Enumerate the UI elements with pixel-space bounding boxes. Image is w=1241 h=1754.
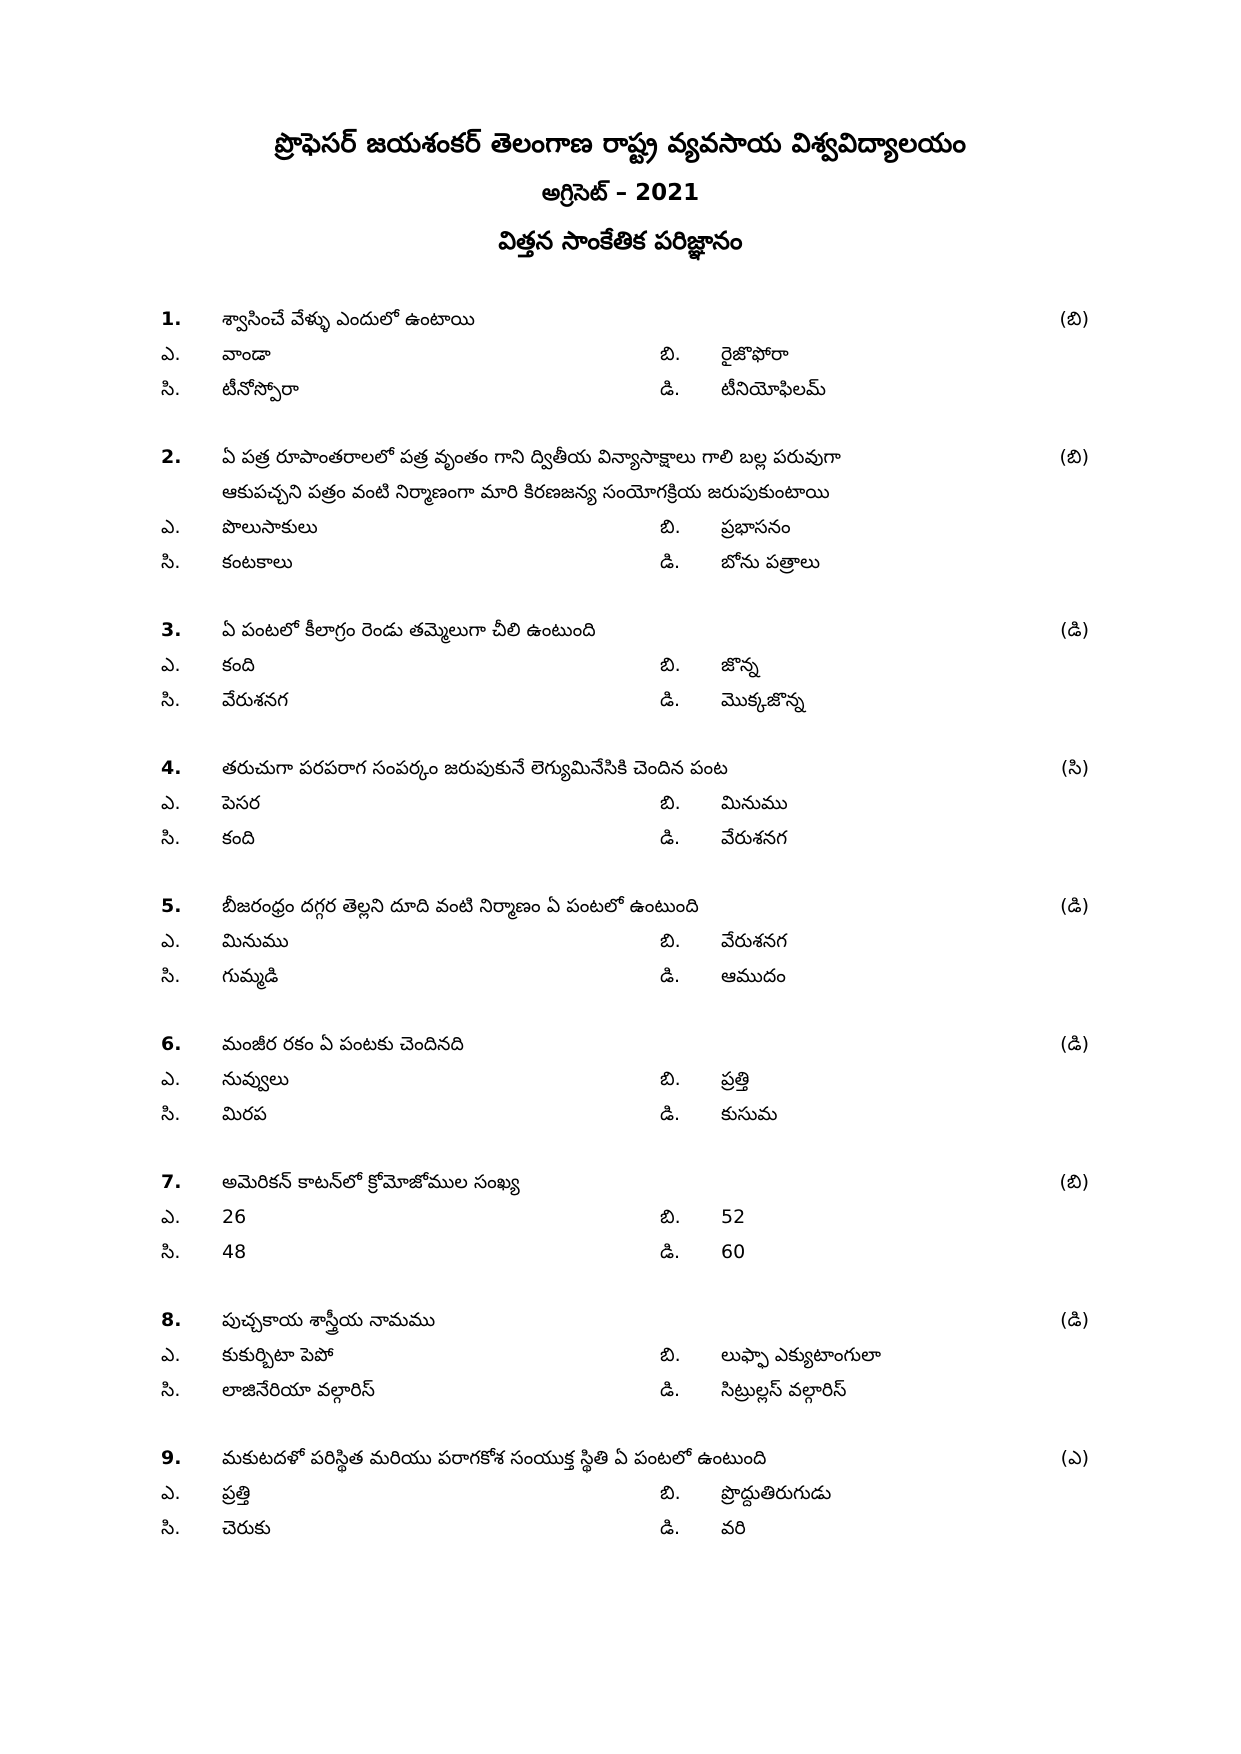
option-label: సి.	[161, 965, 181, 987]
question-text-row	[0, 302, 1241, 337]
options-row	[0, 1476, 1241, 1511]
question-text-row	[0, 613, 1241, 648]
option-label: సి.	[161, 378, 181, 400]
question-block	[0, 751, 1241, 889]
options-row	[0, 683, 1241, 718]
option-text: బోను పత్రాలు	[721, 551, 821, 573]
option-label: ఎ.	[161, 1482, 181, 1504]
question-text: తరుచుగా పరపరాగ సంపర్కం జరుపుకునే లెగ్యుమినేసికి చెందిన పంట	[222, 757, 728, 779]
options-row	[0, 1338, 1241, 1373]
options-row	[0, 372, 1241, 407]
question-text: ఏ పంటలో కీలాగ్రం రెండు తమ్మెలుగా చీలి ఉంటుంది	[222, 619, 596, 641]
question-number: 2.	[161, 446, 182, 468]
option-text: మిరప	[222, 1103, 267, 1125]
options-row	[0, 1373, 1241, 1408]
question-text-row	[0, 475, 1241, 510]
option-text: నువ్వులు	[222, 1068, 290, 1090]
option-text: మినుము	[222, 930, 289, 952]
question-text: ఆకుపచ్చని పత్రం వంటి నిర్మాణంగా మారి కిరణజన్య సంయోగక్రియ జరుపుకుంటాయి	[222, 481, 830, 503]
options-row	[0, 337, 1241, 372]
question-number: 3.	[161, 619, 182, 641]
question-spacer	[0, 1408, 1241, 1441]
option-text: టీనియోఫిలమ్	[721, 378, 827, 400]
question-spacer	[0, 1132, 1241, 1165]
option-text: పెసర	[222, 792, 261, 814]
option-text: 26	[222, 1206, 247, 1228]
option-text: వరి	[721, 1517, 746, 1539]
option-text: రైజొఫోరా	[721, 343, 789, 365]
option-text: 60	[721, 1241, 746, 1263]
question-text-row	[0, 1165, 1241, 1200]
option-label: డి.	[660, 1241, 681, 1263]
question-number: 5.	[161, 895, 182, 917]
option-label: ఎ.	[161, 343, 181, 365]
answer-key: (సి)	[1060, 757, 1089, 779]
question-text: శ్వాసించే వేళ్ళు ఎందులో ఉంటాయి	[222, 308, 475, 330]
question-block	[0, 1303, 1241, 1441]
option-text: మొక్కజొన్న	[721, 689, 805, 711]
option-label: డి.	[660, 827, 681, 849]
answer-key: (డి)	[1060, 1309, 1089, 1331]
subject-title: విత్తన సాంకేతిక పరిజ్ఞానం	[498, 226, 743, 255]
option-label: బి.	[660, 1206, 681, 1228]
options-row	[0, 1511, 1241, 1546]
option-text: కంది	[222, 827, 255, 849]
option-text: 48	[222, 1241, 247, 1263]
option-text: వాండా	[222, 343, 271, 365]
options-row	[0, 1200, 1241, 1235]
option-label: ఎ.	[161, 1206, 181, 1228]
answer-key: (ఎ)	[1060, 1447, 1089, 1469]
question-spacer	[0, 994, 1241, 1027]
option-text: కుసుమ	[721, 1103, 778, 1125]
option-label: సి.	[161, 1103, 181, 1125]
question-number: 8.	[161, 1309, 182, 1331]
question-text: అమెరికన్ కాటన్‌లో క్రోమోజోముల సంఖ్య	[222, 1171, 520, 1193]
question-text-row	[0, 889, 1241, 924]
answer-key: (డి)	[1060, 895, 1089, 917]
option-label: ఎ.	[161, 1068, 181, 1090]
option-label: డి.	[660, 689, 681, 711]
question-block	[0, 1441, 1241, 1546]
option-text: ప్రత్తి	[721, 1068, 750, 1090]
question-block	[0, 302, 1241, 440]
question-spacer	[0, 407, 1241, 440]
options-row	[0, 821, 1241, 856]
option-label: ఎ.	[161, 654, 181, 676]
option-text: వేరుశనగ	[721, 827, 788, 849]
option-label: డి.	[660, 1517, 681, 1539]
options-row	[0, 1235, 1241, 1270]
answer-key: (బి)	[1059, 1171, 1089, 1193]
options-row	[0, 924, 1241, 959]
question-spacer	[0, 580, 1241, 613]
answer-key: (బి)	[1059, 308, 1089, 330]
option-label: సి.	[161, 827, 181, 849]
option-label: బి.	[660, 792, 681, 814]
option-text: ప్రత్తి	[222, 1482, 251, 1504]
option-label: బి.	[660, 1068, 681, 1090]
question-text: బీజరంధ్రం దగ్గర తెల్లని దూది వంటి నిర్మాణం ఏ పంటలో ఉంటుంది	[222, 895, 699, 917]
question-text: పుచ్చకాయ శాస్త్రీయ నామము	[222, 1309, 436, 1331]
option-label: బి.	[660, 516, 681, 538]
question-text-row	[0, 751, 1241, 786]
option-label: సి.	[161, 551, 181, 573]
options-row	[0, 510, 1241, 545]
option-label: సి.	[161, 1517, 181, 1539]
option-text: 52	[721, 1206, 746, 1228]
option-label: డి.	[660, 551, 681, 573]
option-text: ఆముదం	[721, 965, 786, 987]
question-text: మకుటదళో పరిస్థిత మరియు పరాగకోశ సంయుక్త స్థితి ఏ పంటలో ఉంటుంది	[222, 1447, 767, 1469]
option-label: ఎ.	[161, 930, 181, 952]
option-label: డి.	[660, 378, 681, 400]
option-text: లుఫ్ఫా ఎక్యుటాంగులా	[721, 1344, 881, 1366]
option-text: పొలుసాకులు	[222, 516, 318, 538]
question-number: 7.	[161, 1171, 182, 1193]
option-text: జొన్న	[721, 654, 759, 676]
answer-key: (డి)	[1060, 619, 1089, 641]
option-text: కుకుర్బిటా పెపో	[222, 1344, 334, 1366]
option-label: ఎ.	[161, 516, 181, 538]
question-block	[0, 1027, 1241, 1165]
option-text: కంది	[222, 654, 255, 676]
question-number: 1.	[161, 308, 182, 330]
option-text: లాజినేరియా వల్గారిస్	[222, 1379, 375, 1401]
question-number: 9.	[161, 1447, 182, 1469]
options-row	[0, 1097, 1241, 1132]
option-text: చెరుకు	[222, 1517, 271, 1539]
question-number: 4.	[161, 757, 182, 779]
question-text: ఏ పత్ర రూపాంతరాలలో పత్ర వృంతం గాని ద్వితీయ విన్యాసాక్షాలు గాలి బల్ల పరువుగా	[222, 446, 841, 468]
option-text: గుమ్మడి	[222, 965, 279, 987]
question-text: మంజీర రకం ఏ పంటకు చెందినది	[222, 1033, 464, 1055]
option-label: డి.	[660, 965, 681, 987]
option-text: ప్రభాసనం	[721, 516, 791, 538]
option-label: ఎ.	[161, 792, 181, 814]
option-label: సి.	[161, 689, 181, 711]
question-block	[0, 440, 1241, 613]
option-text: వేరుశనగ	[721, 930, 788, 952]
question-spacer	[0, 1270, 1241, 1303]
option-label: బి.	[660, 1344, 681, 1366]
option-text: కంటకాలు	[222, 551, 293, 573]
answer-key: (డి)	[1060, 1033, 1089, 1055]
exam-title: అగ్రిసెట్ – 2021	[541, 180, 700, 206]
option-label: బి.	[660, 343, 681, 365]
option-text: సిట్రుల్లస్ వల్గారిస్	[721, 1379, 847, 1401]
question-text-row	[0, 1027, 1241, 1062]
option-label: సి.	[161, 1241, 181, 1263]
question-block	[0, 1165, 1241, 1303]
question-block	[0, 613, 1241, 751]
option-text: ప్రొద్దుతిరుగుడు	[721, 1482, 832, 1504]
question-text-row	[0, 440, 1241, 475]
option-text: వేరుశనగ	[222, 689, 289, 711]
options-row	[0, 1062, 1241, 1097]
question-list	[0, 302, 1241, 1546]
question-number: 6.	[161, 1033, 182, 1055]
university-title: ప్రొఫెసర్ జయశంకర్ తెలంగాణ రాష్ట్ర వ్యవసాయ విశ్వవిద్యాలయం	[274, 128, 967, 159]
question-text-row	[0, 1441, 1241, 1476]
answer-key: (బి)	[1059, 446, 1089, 468]
options-row	[0, 648, 1241, 683]
options-row	[0, 786, 1241, 821]
question-spacer	[0, 856, 1241, 889]
option-label: ఎ.	[161, 1344, 181, 1366]
option-label: బి.	[660, 930, 681, 952]
question-text-row	[0, 1303, 1241, 1338]
option-label: బి.	[660, 1482, 681, 1504]
option-label: సి.	[161, 1379, 181, 1401]
options-row	[0, 545, 1241, 580]
option-text: టీనోస్పోరా	[222, 378, 299, 400]
options-row	[0, 959, 1241, 994]
option-label: బి.	[660, 654, 681, 676]
option-label: డి.	[660, 1103, 681, 1125]
option-label: డి.	[660, 1379, 681, 1401]
question-block	[0, 889, 1241, 1027]
question-spacer	[0, 718, 1241, 751]
option-text: మినుము	[721, 792, 788, 814]
